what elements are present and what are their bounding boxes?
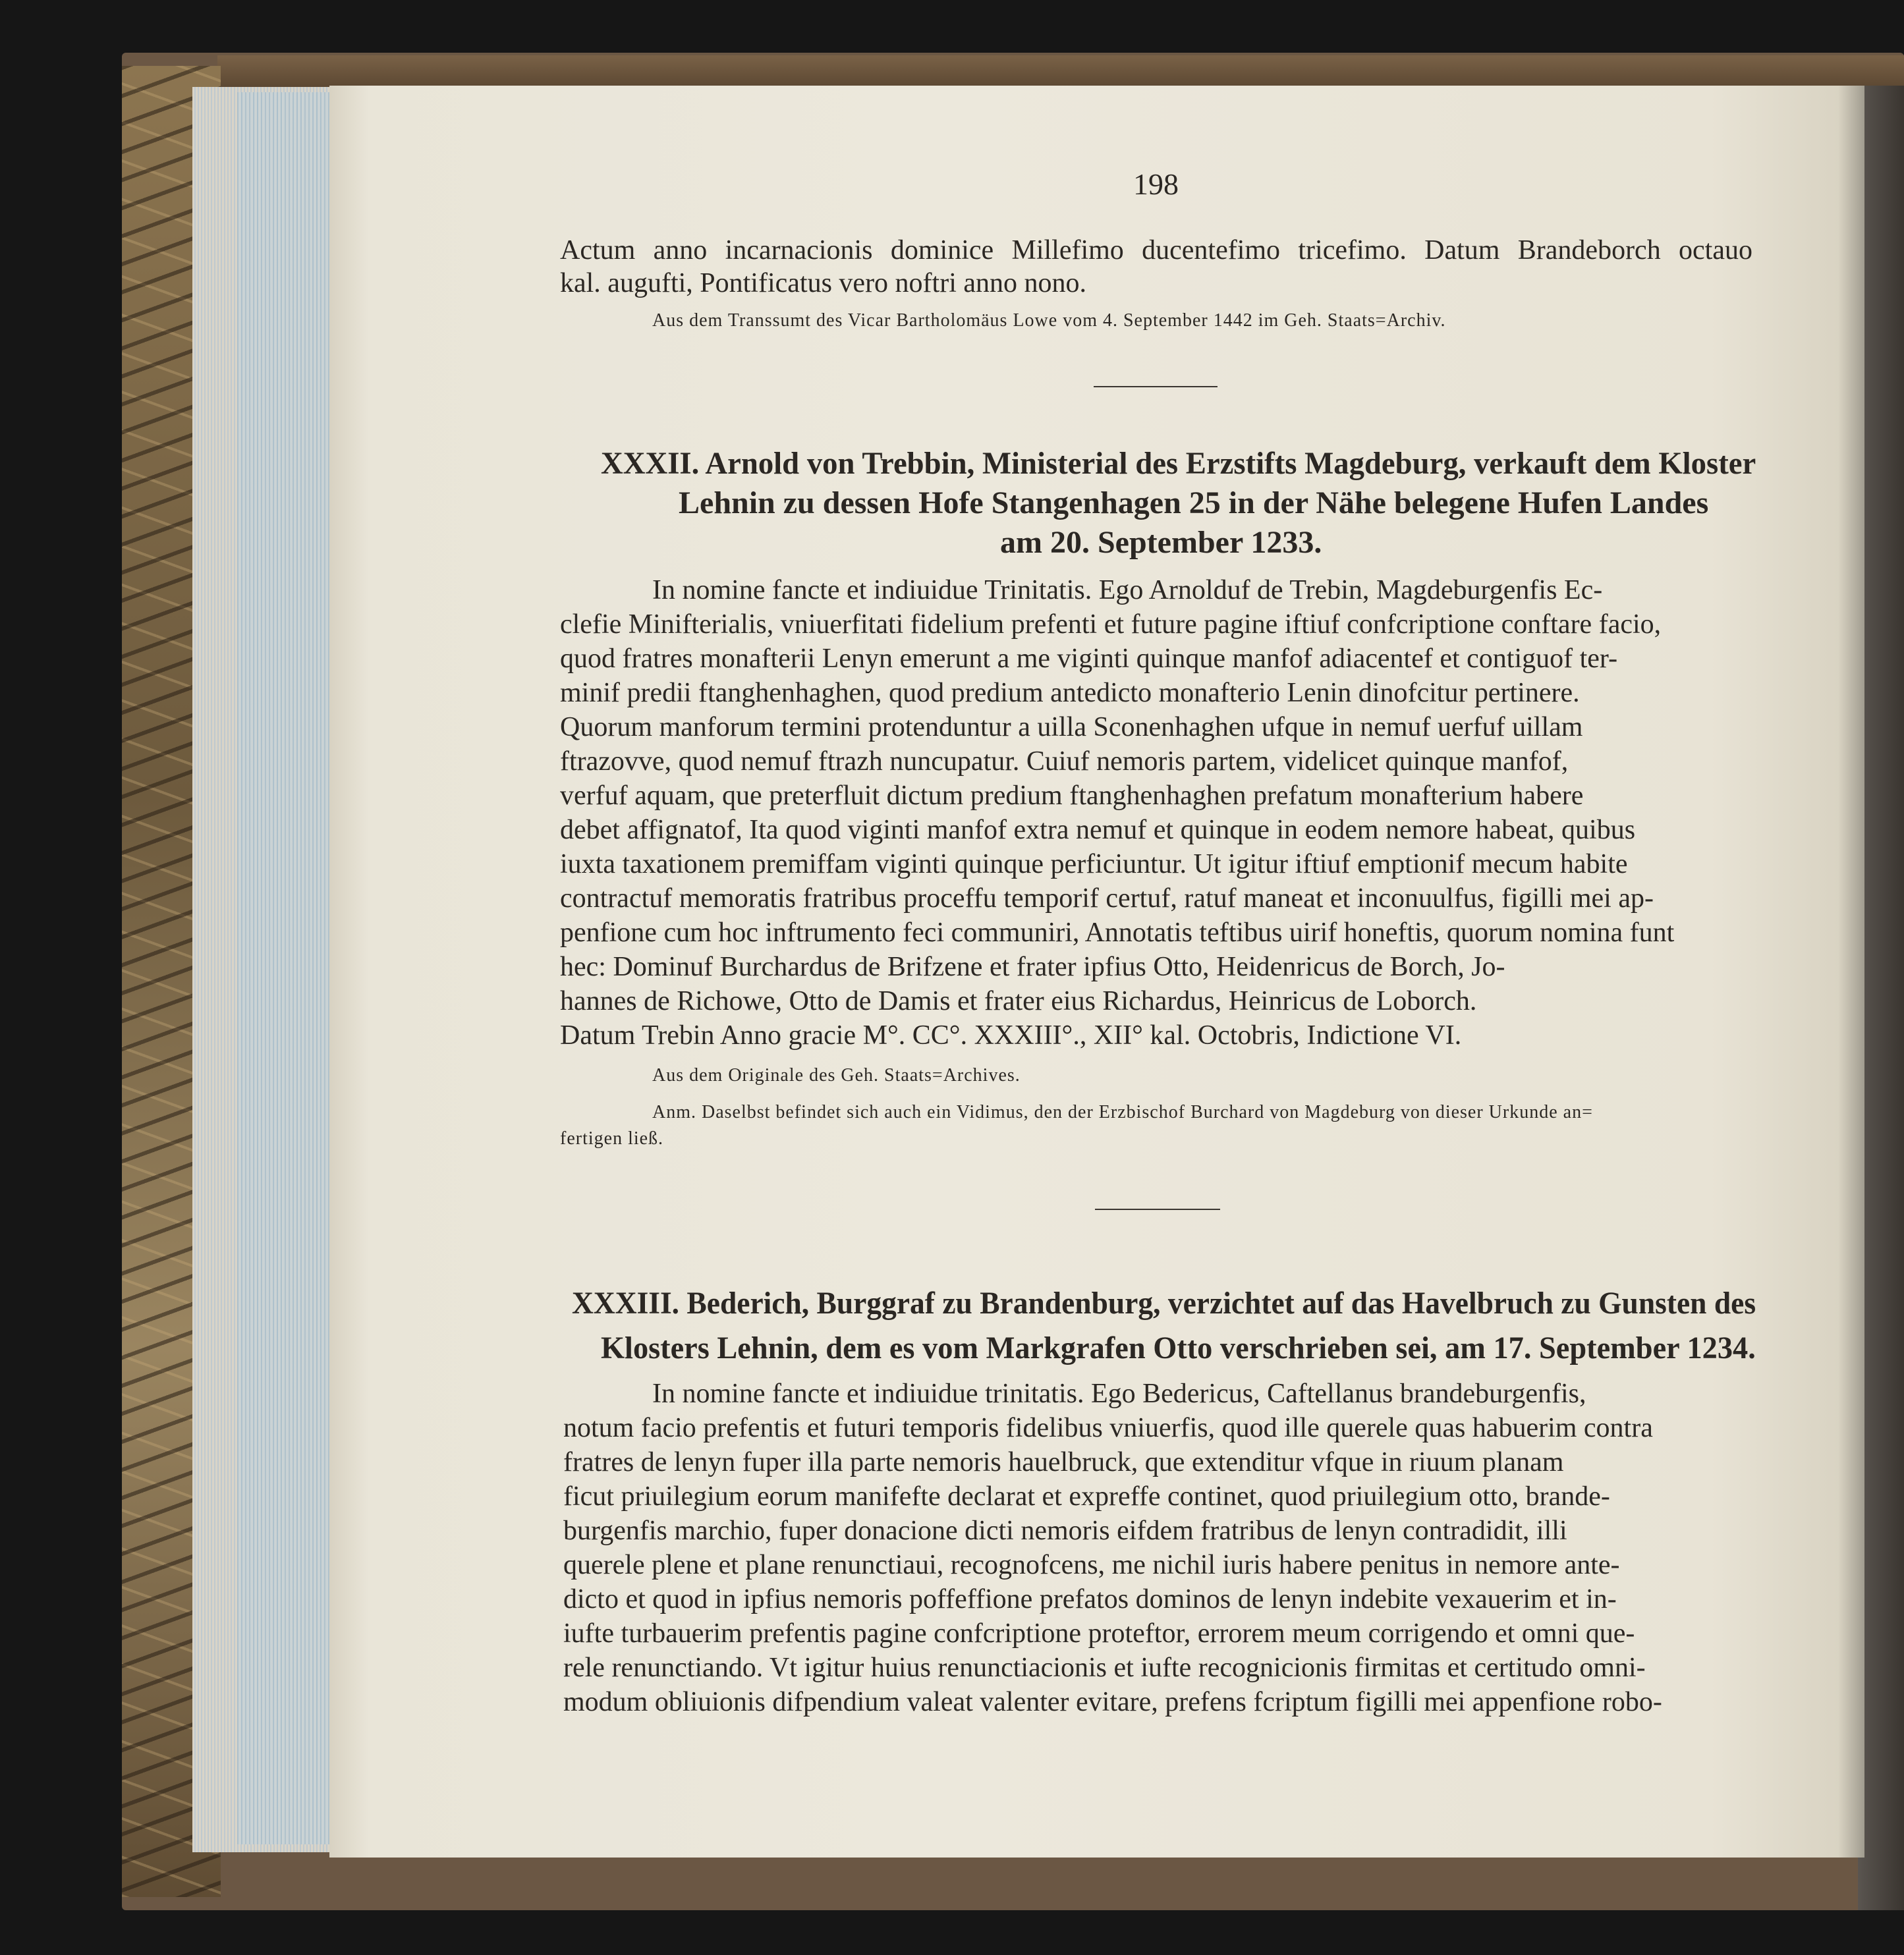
text-line: iufte turbauerim prefentis pagine confcriptione proteftor, errorem meum corrigendo et omni que-: [563, 1618, 1635, 1649]
source-note: Aus dem Transsumt des Vicar Bartholomäus Lowe vom 4. September 1442 im Geh. Staats=Archiv.: [652, 310, 1446, 331]
doc-32-heading-line: am 20. September 1233.: [1000, 525, 1322, 560]
cover-right-edge: [1858, 86, 1904, 1910]
text-line: contractuf memoratis fratribus proceffu temporif certuf, ratuf maneat et inconuulfus, figilli mei ap-: [560, 883, 1654, 914]
text-line: querele plene et plane renunctiaui, recognofcens, me nichil iuris habere penitus in nemore ante-: [563, 1550, 1620, 1580]
cover-top-edge: [217, 55, 1904, 90]
text-line: ficut priuilegium eorum manifefte declarat et expreffe continet, quod priuilegium otto, brande-: [563, 1481, 1610, 1512]
text-line: dicto et quod in ipfius nemoris poffeffione prefatos dominos de lenyn indebite vexauerim et in-: [563, 1584, 1617, 1614]
text-line: ftrazovve, quod nemuf ftrazh nuncupatur. Cuiuf nemoris partem, videlicet quinque manfof,: [560, 746, 1569, 777]
text-line: iuxta taxationem premiffam viginti quinque perficiuntur. Ut igitur iftiuf emptionif mecum habite: [560, 849, 1628, 879]
text-line: rele renunctiando. Vt igitur huius renunctiacionis et iufte recognicionis firmitas et certitudo omni-: [563, 1653, 1646, 1683]
text-line: In nomine fancte et indiuidue Trinitatis. Ego Arnolduf de Trebin, Magdeburgenfis Ec-: [652, 575, 1603, 605]
text-line: verfuf aquam, que preterfluit dictum predium ftanghenhaghen prefatum monafterium habere: [560, 781, 1584, 811]
text-line: Datum Trebin Anno gracie M°. CC°. XXXIII°., XII° kal. Octobris, Indictione VI.: [560, 1020, 1462, 1051]
footnote-line: fertigen ließ.: [560, 1128, 664, 1149]
text-line: fratres de lenyn fuper illa parte nemoris hauelbruck, que extenditur vfque in riuum planam: [563, 1447, 1564, 1477]
text-line: Actum anno incarnacionis dominice Millefimo ducentefimo tricefimo. Datum Brandeborch octauo: [560, 235, 1752, 265]
doc-33-heading-line: Klosters Lehnin, dem es vom Markgrafen Otto verschrieben sei, am 17. September 1234.: [601, 1331, 1756, 1365]
section-divider: [1094, 386, 1218, 387]
footnote-line: Anm. Daselbst befindet sich auch ein Vidimus, den der Erzbischof Burchard von Magdeburg von dieser Urkunde an=: [652, 1102, 1593, 1122]
doc-32-heading-line: XXXII. Arnold von Trebbin, Ministerial des Erzstifts Magdeburg, verkauft dem Kloster: [601, 446, 1756, 481]
page-gutter-shadow: [1838, 86, 1864, 1858]
text-line: kal. augufti, Pontificatus vero noftri anno nono.: [560, 268, 1087, 298]
page-number: 198: [1133, 167, 1179, 201]
page-block-blue-edges: [237, 92, 329, 1844]
text-line: penfione cum hoc inftrumento feci communiri, Annotatis teftibus uirif honeftis, quorum nomina funt: [560, 918, 1675, 948]
source-note: Aus dem Originale des Geh. Staats=Archives.: [652, 1065, 1021, 1086]
text-line: debet affignatof, Ita quod viginti manfof extra nemuf et quinque in eodem nemore habeat, quibus: [560, 815, 1636, 845]
section-divider: [1095, 1209, 1220, 1210]
doc-32-heading-line: Lehnin zu dessen Hofe Stangenhagen 25 in der Nähe belegene Hufen Landes: [679, 485, 1709, 520]
doc-33-heading-line: XXXIII. Bederich, Burggraf zu Brandenburg, verzichtet auf das Havelbruch zu Gunsten des: [572, 1286, 1756, 1321]
text-line: In nomine fancte et indiuidue trinitatis. Ego Bedericus, Caftellanus brandeburgenfis,: [652, 1379, 1586, 1409]
text-line: modum obliuionis difpendium valeat valenter evitare, prefens fcriptum figilli mei appenfione robo-: [563, 1687, 1662, 1717]
text-line: minif predii ftanghenhaghen, quod predium antedicto monafterio Lenin dinofcitur pertinere.: [560, 678, 1580, 708]
text-line: hec: Dominuf Burchardus de Brifzene et frater ipfius Otto, Heidenricus de Borch, Jo-: [560, 952, 1505, 982]
text-line: clefie Minifterialis, vniuerfitati fidelium prefenti et future pagine iftiuf confcriptione conftare facio,: [560, 609, 1662, 640]
text-line: hannes de Richowe, Otto de Damis et frater eius Richardus, Heinricus de Loborch.: [560, 986, 1477, 1016]
text-line: Quorum manforum termini protenduntur a uilla Sconenhaghen ufque in nemuf uerfuf uillam: [560, 712, 1583, 742]
text-line: quod fratres monafterii Lenyn emerunt a me viginti quinque manfof adiacentef et contiguof ter-: [560, 644, 1618, 674]
text-line: burgenfis marchio, fuper donacione dicti nemoris eifdem fratribus de lenyn contradidit, illi: [563, 1516, 1567, 1546]
text-line: notum facio prefentis et futuri temporis fidelibus vniuerfis, quod ille querele quas habuerim contra: [563, 1413, 1653, 1443]
